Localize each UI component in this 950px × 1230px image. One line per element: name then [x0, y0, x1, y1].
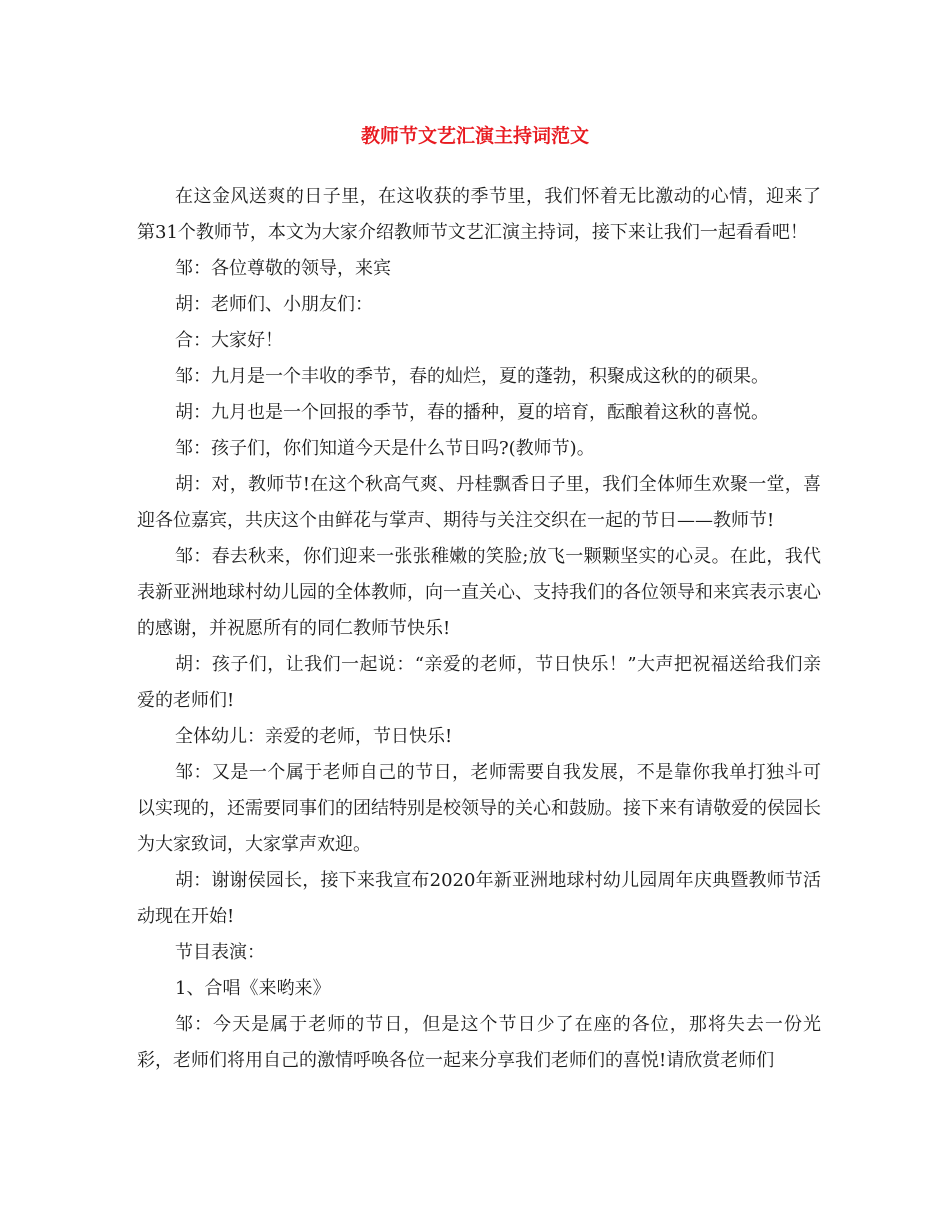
- document-body: [137, 179, 821, 1079]
- document-title: 教师节文艺汇演主持词范文: [360, 125, 589, 147]
- paragraph-zou-performance: 邹：今天是属于老师的节日，但是这个节日少了在座的各位，那将失去一份光彩，老师们将用自己的激情呼唤各位一起来分享我们老师们的喜悦!请欣赏老师们: [137, 1014, 821, 1071]
- paragraph-hu-september: 胡：九月也是一个回报的季节，春的播种，夏的培育，酝酿着这秋的喜悦。: [175, 402, 769, 423]
- paragraph-zou-director: 邹：又是一个属于老师自己的节日，老师需要自我发展，不是靠你我单打独斗可以实现的，还需要同事们的团结特别是校领导的关心和鼓励。接下来有请敬爱的侯园长为大家致词，大家掌声欢迎。: [137, 762, 821, 855]
- paragraph-hu-greeting: 胡：老师们、小朋友们：: [175, 294, 373, 315]
- paragraph-hu-opening: 胡：谢谢侯园长，接下来我宣布2020年新亚洲地球村幼儿园周年庆典暨教师节活动现在开始!: [137, 870, 821, 927]
- paragraph-zou-greeting: 邹：各位尊敬的领导，来宾: [175, 258, 391, 279]
- paragraph-zou-september: 邹：九月是一个丰收的季节，春的灿烂，夏的蓬勃，积聚成这秋的的硕果。: [175, 366, 769, 387]
- paragraph-program-heading: 节目表演：: [175, 942, 265, 963]
- paragraph-zou-question: 邹：孩子们，你们知道今天是什么节日吗?(教师节)。: [175, 438, 595, 459]
- paragraph-children-reply: 全体幼儿：亲爱的老师，节日快乐!: [175, 726, 453, 747]
- paragraph-intro: 在这金风送爽的日子里，在这收获的季节里，我们怀着无比激动的心情，迎来了第31个教师节，本文为大家介绍教师节文艺汇演主持词，接下来让我们一起看看吧！: [137, 186, 821, 243]
- paragraph-together-greeting: 合：大家好！: [175, 330, 283, 351]
- paragraph-program-item-1: 1、合唱《来哟来》: [175, 978, 331, 999]
- paragraph-zou-thanks: 邹：春去秋来，你们迎来一张张稚嫩的笑脸;放飞一颗颗坚实的心灵。在此，我代表新亚洲地球村幼儿园的全体教师，向一直关心、支持我们的各位领导和来宾表示衷心的感谢，并祝愿所有的同仁教师节快乐!: [137, 546, 821, 639]
- paragraph-hu-teachers-day: 胡：对，教师节!在这个秋高气爽、丹桂飘香日子里，我们全体师生欢聚一堂，喜迎各位嘉宾，共庆这个由鲜花与掌声、期待与关注交织在一起的节日——教师节!: [137, 474, 821, 531]
- paragraph-hu-blessing: 胡：孩子们，让我们一起说：“亲爱的老师，节日快乐！”大声把祝福送给我们亲爱的老师们!: [137, 654, 821, 711]
